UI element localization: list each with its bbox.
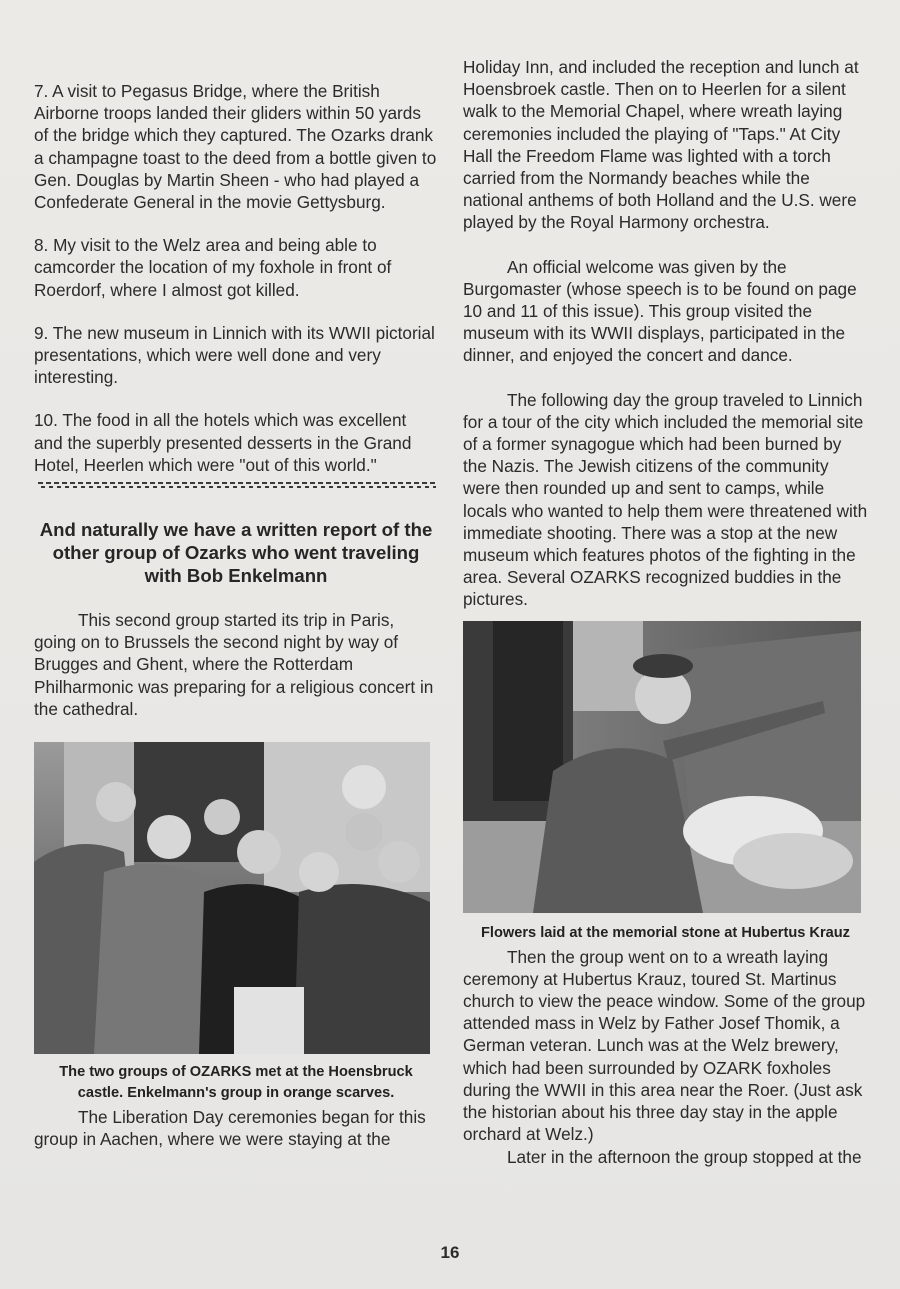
list-item-9: 9. The new museum in Linnich with its WWII pictorial presentations, which were well done and very interesting. bbox=[34, 322, 435, 388]
wavy-divider bbox=[38, 480, 436, 490]
intro-paragraph: This second group started its trip in Paris, going on to Brussels the second night by way of Brugges and Ghent, where the Rotterdam Philharmonic was preparing for a religious concert in the cathedral. bbox=[34, 610, 434, 719]
memorial-photo-image bbox=[463, 621, 861, 913]
memorial-photo bbox=[463, 621, 861, 913]
list-item-7: 7. A visit to Pegasus Bridge, where the British Airborne troops landed their gliders within 50 yards of the bridge which they captured. The Ozarks drank a champagne toast to the deed from a bottle given to Gen. Douglas by Martin Sheen - who had played a Confederate General in the movie Gettysburg. bbox=[34, 81, 437, 213]
right-column bbox=[463, 56, 868, 1168]
list-item-8: 8. My visit to the Welz area and being able to camcorder the location of my foxhole in front of Roerdorf, where I almost got killed. bbox=[34, 235, 392, 300]
paragraph-afternoon: Later in the afternoon the group stopped at the bbox=[507, 1146, 862, 1167]
list-item-10: 10. The food in all the hotels which was excellent and the superbly presented desserts in the Grand Hotel, Heerlen which were "out of this world." bbox=[34, 410, 412, 475]
group-photo bbox=[34, 742, 430, 1054]
memorial-photo-caption: Flowers laid at the memorial stone at Hubertus Krauz bbox=[481, 924, 850, 941]
paragraph-holiday-inn: Holiday Inn, and included the reception and lunch at Hoensbroek castle. Then on to Heerlen for a silent walk to the Memorial Chapel, where wreath laying ceremonies included the playing of "Taps." At City Hall the Freedom Flame was lighted with a torch carried from the Normandy beaches while the national anthems of both Holland and the U.S. were played by the Royal Harmony orchestra. bbox=[463, 57, 859, 233]
closing-paragraph: The Liberation Day ceremonies began for this group in Aachen, where we were staying at the bbox=[34, 1107, 426, 1150]
paragraph-hubertus-krauz: Then the group went on to a wreath laying ceremony at Hubertus Krauz, toured St. Martinus church to view the peace window. Some of the group attended mass in Welz by Father Josef Thomik, a German veteran. Lunch was at the Welz brewery, which had been surrounded by OZARK foxholes during the WWII in this area near the Roer. (Just ask the historian about his three day stay in the apple orchard at Welz.) bbox=[463, 946, 866, 1145]
paragraph-linnich-tour: The following day the group traveled to Linnich for a tour of the city which included the memorial site of a former synagogue which had been burned by the Nazis. The Jewish citizens of the community were then rounded up and sent to camps, while locals who wanted to help them were threatened with immediate shooting. There was a stop at the new museum which features photos of the fighting in the area. Several OZARKS recognized buddies in the pictures. bbox=[463, 389, 868, 610]
left-column bbox=[34, 80, 438, 1150]
paragraph-official-welcome: An official welcome was given by the Burgomaster (whose speech is to be found on page 10 and 11 of this issue). This group visited the museum with its WWII displays, participated in the dinner, and enjoyed the concert and dance. bbox=[463, 256, 857, 366]
group-photo-image bbox=[34, 742, 430, 1054]
page-number: 16 bbox=[440, 1243, 460, 1262]
group-photo-caption: The two groups of OZARKS met at the Hoensbruck castle. Enkelmann's group in orange scarves. bbox=[59, 1064, 413, 1102]
section-heading: And naturally we have a written report of the other group of Ozarks who went traveling with Bob Enkelmann bbox=[39, 519, 433, 587]
